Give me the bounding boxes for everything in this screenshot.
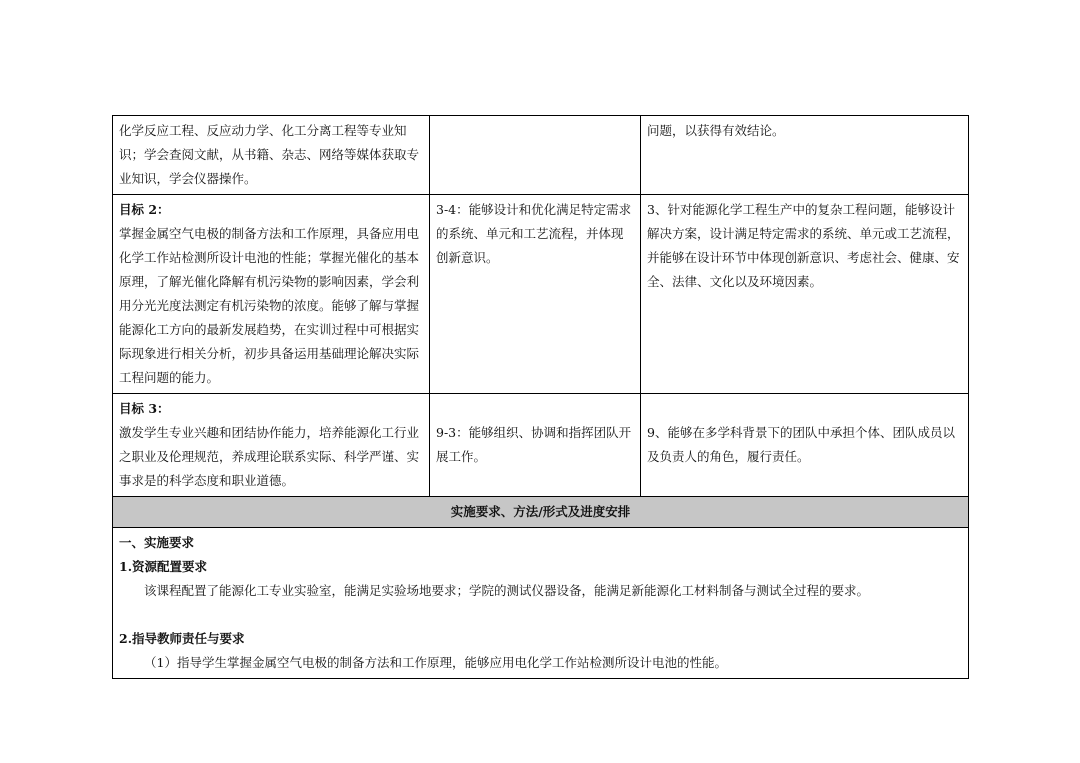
- section-heading: 一、实施要求: [119, 535, 195, 550]
- requirement-cell: [641, 116, 969, 195]
- table-row: [113, 116, 969, 195]
- requirement-text: 9、能够在多学科背景下的团队中承担个体、团队成员以及负责人的角色，履行责任。: [647, 425, 955, 464]
- course-objectives-table: [112, 115, 969, 679]
- table-row: [113, 394, 969, 497]
- indicator-cell: [430, 195, 641, 394]
- objective-text: 激发学生专业兴趣和团结协作能力，培养能源化工行业之职业及伦理规范，养成理论联系实际、科学严谨、实事求是的科学态度和职业道德。: [119, 425, 420, 488]
- subsection-heading: 1.资源配置要求: [119, 559, 208, 574]
- section-body: [113, 528, 969, 679]
- subsection-heading: 2.指导教师责任与要求: [119, 631, 245, 646]
- indicator-cell: [430, 116, 641, 195]
- requirement-text: 问题，以获得有效结论。: [647, 123, 785, 138]
- objective-text: 掌握金属空气电极的制备方法和工作原理，具备应用电化学工作站检测所设计电池的性能；掌握光催化的基本原理，了解光催化降解有机污染物的影响因素，学会利用分光光度法测定有机污染物的浓度。能够了解与掌握能源化工方向的最新发展趋势，在实训过程中可根据实际现象进行相关分析，初步具备运用基础理论解决实际工程问题的能力。: [119, 226, 420, 385]
- objective-cell: [113, 195, 430, 394]
- goal-title: 目标 3：: [119, 401, 170, 416]
- objective-cell: [113, 116, 430, 195]
- spacer: [119, 603, 962, 627]
- indicator-text: 3-4：能够设计和优化满足特定需求的系统、单元和工艺流程，并体现创新意识。: [436, 202, 632, 265]
- objective-text: 化学反应工程、反应动力学、化工分离工程等专业知识；学会查阅文献，从书籍、杂志、网络等媒体获取专业知识，学会仪器操作。: [119, 123, 420, 186]
- table-row: [113, 528, 969, 679]
- objective-cell: [113, 394, 430, 497]
- paragraph: （1）指导学生掌握金属空气电极的制备方法和工作原理，能够应用电化学工作站检测所设计电池的性能。: [144, 655, 727, 670]
- indicator-cell: [430, 394, 641, 497]
- table-row: [113, 497, 969, 528]
- section-header: 实施要求、方法/形式及进度安排: [113, 497, 969, 528]
- requirement-text: 3、针对能源化学工程生产中的复杂工程问题，能够设计解决方案，设计满足特定需求的系统、单元或工艺流程，并能够在设计环节中体现创新意识、考虑社会、健康、安全、法律、文化以及环境因素。: [647, 202, 960, 289]
- paragraph: 该课程配置了能源化工专业实验室，能满足实验场地要求；学院的测试仪器设备，能满足新能源化工材料制备与测试全过程的要求。: [144, 583, 870, 598]
- table-row: [113, 195, 969, 394]
- requirement-cell: [641, 195, 969, 394]
- goal-title: 目标 2：: [119, 202, 170, 217]
- indicator-text: 9-3：能够组织、协调和指挥团队开展工作。: [436, 425, 632, 464]
- requirement-cell: [641, 394, 969, 497]
